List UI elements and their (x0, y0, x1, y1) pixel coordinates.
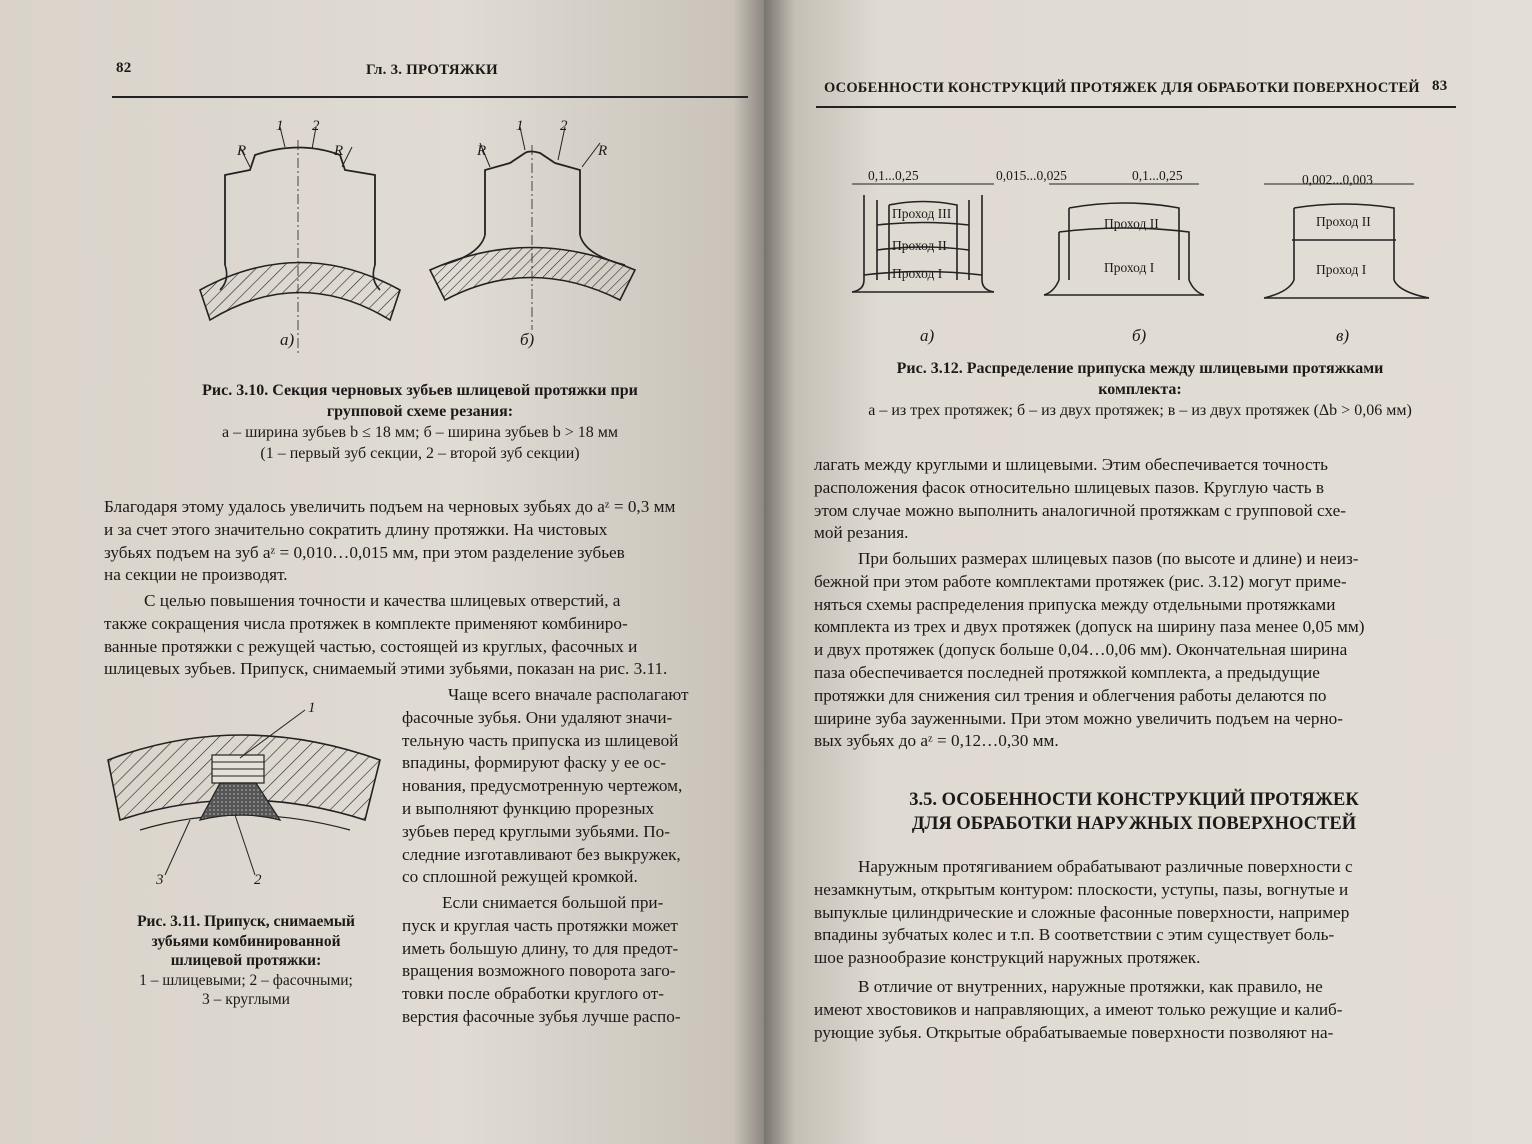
right-p2-l9: вых зубьях до aᶻ = 0,12…0,30 мм. (814, 731, 1059, 751)
figure-3-10 (180, 115, 650, 355)
right-p2-l7: протяжки для снижения сил трения и облегчения работы делаются по (814, 685, 1327, 705)
fig310-a-drawing (200, 127, 400, 355)
fig310-caption (170, 380, 670, 464)
fig310-caption-line2: (1 – первый зуб секции, 2 – второй зуб секции) (260, 445, 580, 462)
fig312-dim-a: 0,1...0,25 (868, 168, 919, 183)
right-p3-l3: выпуклые цилиндрические и сложные фасонные поверхности, например (814, 902, 1350, 922)
fig312b-pass1: Проход I (1104, 260, 1155, 275)
figure-3-11 (100, 700, 390, 900)
left-p2-l3: ванные протяжки с режущей частью, состоящей из круглых, фасочных и (104, 636, 638, 656)
fig312-caption-l1: Рис. 3.12. Распределение припуска между шлицевыми протяжками (896, 360, 1384, 377)
right-p2-l4: комплекта из трех и двух протяжек (допуск на ширину паза менее 0,05 мм) (814, 617, 1365, 637)
fig311-caption (108, 912, 384, 1010)
right-p1-l1: лагать между круглыми и шлицевыми. Этим обеспечивается точность (814, 455, 1328, 474)
right-p3-l5: шое разнообразие конструкций наружных протяжек. (814, 948, 1201, 968)
left-p3-l6: и выполняют функцию прорезных (402, 798, 655, 818)
left-p3-l4: впадины, формируют фаску у ее ос- (402, 753, 666, 773)
fig310a-radius-left: R (237, 143, 247, 159)
left-p1-l2: и за счет этого значительно сократить длину протяжки. На чистовых (104, 519, 608, 539)
right-paragraph-3 (814, 856, 1450, 970)
left-p3-l1: Чаще всего вначале располагают (448, 685, 689, 704)
left-p4-l2: пуск и круглая часть протяжки может (402, 915, 678, 935)
right-p2-l1: При больших размерах шлицевых пазов (по высоте и длине) и неиз- (858, 549, 1359, 568)
right-p3-l4: впадины зубчатых колес и т.п. В соответствии с этим существует боль- (814, 925, 1335, 945)
running-head-right: ОСОБЕННОСТИ КОНСТРУКЦИЙ ПРОТЯЖЕК ДЛЯ ОБРАБОТКИ ПОВЕРХНОСТЕЙ (824, 80, 1420, 96)
fig310-caption-title: Рис. 3.10. Секция черновых зубьев шлицевой протяжки при групповой схеме резания: (202, 382, 638, 420)
left-p3-l5: нования, предусмотренную чертежом, (402, 776, 683, 796)
fig310-label-a: а) (280, 330, 295, 349)
left-p3-l3: тельную часть припуска из шлицевой (402, 730, 679, 750)
fig312-caption-sub: а – из трех протяжек; б – из двух протяжек; в – из двух протяжек (Δb > 0,06 мм) (868, 402, 1412, 419)
fig310a-callout-1: 1 (276, 118, 284, 134)
left-p3-l8: следние изготавливают без выкружек, (402, 844, 681, 864)
left-paragraph-2 (104, 590, 736, 681)
left-paragraph-3 (402, 684, 736, 889)
fig310b-callout-1: 1 (516, 118, 524, 134)
left-p1-l1: Благодаря этому удалось увеличить подъем на черновых зубьях до aᶻ = 0,3 мм (104, 497, 676, 516)
right-p3-l2: незамкнутым, открытым контуром: плоскости, уступы, пазы, вогнутые и (814, 879, 1349, 899)
fig310-caption-line1: а – ширина зубьев b ≤ 18 мм; б – ширина зубьев b > 18 мм (222, 424, 618, 441)
right-p4-l1: В отличие от внутренних, наружные протяжки, как правило, не (858, 977, 1323, 996)
fig310a-radius-right: R (334, 143, 344, 159)
right-paragraph-2 (814, 548, 1450, 753)
fig311-caption-l1: Рис. 3.11. Припуск, снимаемый (137, 913, 355, 930)
left-p4-l1: Если снимается большой при- (442, 893, 664, 912)
fig312-b-drawing (1044, 184, 1204, 295)
fig312c-pass2: Проход II (1316, 214, 1371, 229)
fig312-caption-l2: комплекта: (1098, 381, 1182, 398)
right-p1-l4: мой резания. (814, 523, 909, 543)
fig312-dim-c: 0,002...0,003 (1302, 172, 1373, 187)
left-paragraph-1 (104, 496, 736, 587)
right-p2-l2: бежной при этом работе комплектами протяжек (рис. 3.12) могут приме- (814, 571, 1347, 591)
section-title-l1: 3.5. ОСОБЕННОСТИ КОНСТРУКЦИЙ ПРОТЯЖЕК (909, 790, 1359, 810)
left-p1-l3: зубьях подъем на зуб aᶻ = 0,010…0,015 мм, при этом разделение зубьев (104, 542, 625, 562)
fig311-caption-l4: 1 – шлицевыми; 2 – фасочными; (139, 971, 353, 989)
right-p1-l3: этом случае можно выполнить аналогичной протяжкам с групповой схе- (814, 500, 1346, 520)
fig312b-pass2: Проход II (1104, 216, 1159, 231)
right-p2-l3: няться схемы распределения припуска между отдельными протяжками (814, 594, 1336, 614)
fig312-dim-b: 0,1...0,25 (1132, 168, 1183, 183)
left-p3-l7: зубьев перед круглыми зубьями. По- (402, 821, 670, 841)
fig310b-radius-right: R (598, 143, 608, 159)
fig310-label-b: б) (520, 330, 535, 349)
left-p1-l4: на секции не производят. (104, 565, 288, 585)
right-paragraph-4 (814, 976, 1450, 1044)
right-p4-l2: имеют хвостовиков и направляющих, а имеют только режущие и калиб- (814, 999, 1343, 1019)
right-paragraph-1 (814, 454, 1450, 545)
right-p2-l8: ширине зуба зауженными. При этом можно увеличить подъем на черно- (814, 708, 1343, 728)
section-3-5-title (824, 788, 1444, 836)
page-number-left: 82 (116, 60, 132, 76)
left-p2-l1: С целью повышения точности и качества шлицевых отверстий, а (144, 591, 621, 610)
fig312-caption (820, 358, 1460, 421)
fig310b-callout-2: 2 (560, 118, 568, 134)
fig312a-pass3: Проход III (892, 206, 952, 221)
left-page (0, 0, 764, 1144)
left-p4-l6: верстия фасочные зубья лучше распо- (402, 1006, 681, 1026)
fig310a-callout-2: 2 (312, 118, 320, 134)
fig311-caption-l2: зубьями комбинированной (151, 932, 341, 950)
left-p3-l2: фасочные зубья. Они удаляют значи- (402, 707, 673, 727)
figure-3-12 (844, 170, 1464, 340)
fig312-label-c: в) (1336, 326, 1350, 345)
fig312-label-a: а) (920, 326, 935, 345)
left-p2-l2: также сокращения числа протяжек в комплекте применяют комбиниро- (104, 613, 628, 633)
right-p4-l3: рующие зубья. Открытые обрабатываемые поверхности позволяют на- (814, 1022, 1334, 1042)
fig311-callout-1: 1 (308, 700, 316, 716)
left-p4-l4: вращения возможного поворота заго- (402, 961, 676, 981)
header-rule-right (816, 106, 1456, 108)
fig311-callout-3: 3 (156, 872, 164, 888)
fig311-caption-l5: 3 – круглыми (202, 991, 290, 1008)
left-paragraph-4 (402, 892, 736, 1029)
running-head-left: Гл. 3. ПРОТЯЖКИ (366, 62, 498, 78)
right-p2-l6: паза обеспечивается последней протяжкой комплекта, а предыдущие (814, 662, 1320, 682)
fig311-callout-2: 2 (254, 872, 262, 888)
fig311-caption-l3: шлицевой протяжки: (170, 952, 322, 969)
right-page (764, 0, 1532, 1144)
right-p1-l2: расположения фасок относительно шлицевых пазов. Круглую часть в (814, 477, 1325, 497)
left-p4-l5: товки после обработки круглого от- (402, 984, 664, 1004)
left-p2-l4: шлицевых зубьев. Припуск, снимаемый этими зубьями, показан на рис. 3.11. (104, 659, 668, 679)
right-p3-l1: Наружным протягиванием обрабатывают различные поверхности с (858, 857, 1353, 876)
fig312a-pass2: Проход II (892, 238, 947, 253)
fig312-c-drawing (1264, 184, 1429, 298)
fig312a-pass1: Проход I (892, 266, 943, 281)
left-p3-l9: со сплошной режущей кромкой. (402, 867, 638, 887)
fig312c-pass1: Проход I (1316, 262, 1367, 277)
right-p2-l5: и двух протяжек (допуск больше 0,04…0,06 мм). Окончательная ширина (814, 640, 1348, 660)
section-title-l2: ДЛЯ ОБРАБОТКИ НАРУЖНЫХ ПОВЕРХНОСТЕЙ (911, 814, 1357, 834)
left-p4-l3: иметь большую длину, то для предот- (402, 938, 679, 958)
page-number-right: 83 (1432, 78, 1448, 94)
fig312-dim-a2: 0,015...0,025 (996, 168, 1067, 183)
fig310b-radius-left: R (477, 143, 487, 159)
fig312-label-b: б) (1132, 326, 1147, 345)
header-rule-left (112, 96, 748, 98)
